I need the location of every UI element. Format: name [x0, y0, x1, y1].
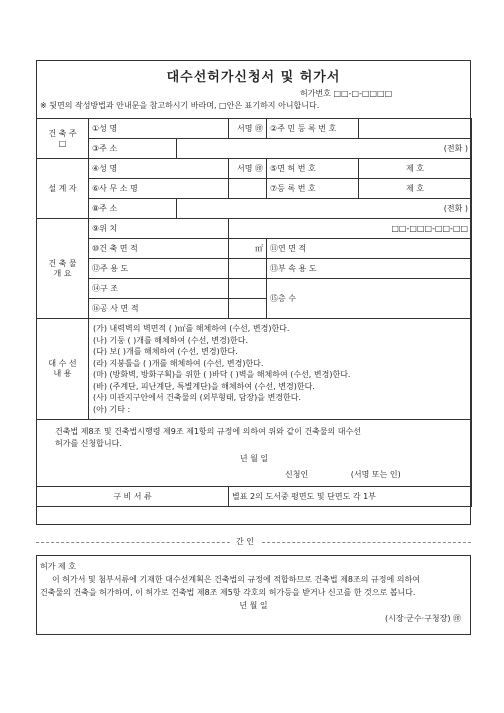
structure-field[interactable] [229, 279, 267, 299]
form-title: 대수선허가신청서 및 허가서 [166, 70, 341, 85]
section-owner-box: □ [58, 138, 67, 148]
designer-license-label: ⑤면 허 번 호 [267, 159, 359, 179]
section-owner [37, 119, 89, 159]
permit-number-boxes: □□-□-□□□□ [333, 89, 393, 98]
main-use-field[interactable] [229, 259, 267, 279]
statement-line-2: 허가를 신청합니다. [55, 438, 122, 448]
designer-phone: (전화 ) [443, 203, 469, 213]
sub-use-label: ⑬부 속 용 도 [267, 259, 472, 279]
form-notice: ※ 뒷면의 작성방법과 안내문을 참고하시기 바라며, □안은 표기하지 아니합니다. [40, 101, 320, 110]
section-designer: 설 계 자 [37, 159, 89, 219]
docs-value: 별표 2의 도서중 평면도 및 단면도 각 1부 [229, 487, 472, 507]
main-use-label: ⑫주 용 도 [89, 259, 229, 279]
repair-item[interactable]: (바) (주계단, 피난계단, 특별계단)을 해체하여 (수선, 변경)한다. [93, 381, 315, 391]
section-repair [37, 319, 89, 420]
permit-text-1: 이 허가서 및 첨부서류에 기재한 대수선계획은 건축법의 규정에 적합하므로 건축법 제8조의 규정에 의하여 [52, 575, 420, 584]
section-owner-label: 건 축 주 [48, 128, 77, 138]
designer-address-label: ⑧주 소 [89, 199, 177, 219]
designer-office-label: ⑥사 무 소 명 [89, 179, 229, 199]
application-table [36, 118, 472, 507]
section-building-label2: 개 요 [53, 268, 72, 278]
building-area-label: ⑩건 축 면 적 [89, 239, 229, 259]
permit-text-2: 건축물의 건축을 허가하며, 이 허가로 건축법 제8조 제5항 각호의 허가등을 받거나 신고를 한 것으로 봅니다. [40, 588, 416, 597]
designer-reg-label: ⑦등 록 번 호 [267, 179, 359, 199]
building-area-field[interactable]: ㎡ [229, 239, 267, 259]
permit-date: 년 월 일 [239, 601, 268, 610]
work-area-label: ⑯공 사 면 적 [89, 299, 229, 319]
building-location-label: ⑨위 치 [89, 219, 229, 239]
designer-address-field[interactable] [177, 199, 472, 219]
permit-number-label: 허가번호 [300, 89, 331, 98]
section-docs: 구 비 서 류 [37, 487, 229, 507]
application-statement [37, 420, 472, 487]
owner-address-label: ③주 소 [89, 139, 177, 159]
structure-label: ⑭구 조 [89, 279, 229, 299]
owner-phone: (전화 ) [443, 143, 469, 153]
applicant-sign[interactable]: (서명 또는 인) [350, 469, 401, 479]
repair-item[interactable]: (가) 내력벽의 벽면적 ( )㎡를 해체하여 (수선, 변경)한다. [93, 324, 290, 333]
repair-item[interactable]: (다) 보( )개를 해체하여 (수선, 변경)한다. [93, 347, 238, 356]
owner-rrn-field[interactable] [359, 119, 472, 139]
section-building [37, 219, 89, 319]
total-area-label: ⑪연 면 적 [267, 239, 472, 259]
repair-item[interactable]: (나) 기둥 ( )개를 해체하여 (수선, 변경)한다. [93, 335, 248, 345]
applicant-label: 신청인 [285, 469, 309, 479]
owner-name-label: ①성 명 [89, 119, 229, 139]
section-repair-label2: 내 용 [53, 369, 72, 378]
permit-authority: (시장·군수·구청장) ㊞ [385, 614, 461, 623]
work-area-field[interactable] [229, 299, 267, 319]
section-repair-label: 대 수 선 [48, 359, 77, 368]
floors-label: ⑮층 수 [267, 279, 472, 319]
designer-name-label: ④성 명 [89, 159, 229, 179]
application-date[interactable]: 년 월 일 [239, 454, 269, 463]
repair-items [89, 319, 472, 420]
owner-sign[interactable]: 서명 ㊞ [229, 119, 267, 139]
owner-address-field[interactable] [177, 139, 472, 159]
building-location-field[interactable]: □□-□□□-□□-□□ [229, 219, 472, 239]
section-building-label: 건 축 물 [48, 258, 77, 268]
designer-office-field[interactable] [229, 179, 267, 199]
statement-line-1: 건축법 제8조 및 건축법시행령 제9조 제1항의 규정에 의하여 위와 같이 건축물의 대수선 [55, 427, 361, 436]
repair-item[interactable]: (마) (방화벽, 방화구획)을 위한 ( )바닥 ( )벽을 해체하여 (수선, 변경)한다. [93, 370, 351, 379]
applicant-row [55, 469, 453, 481]
repair-item[interactable]: (라) 지붕틀을 ( )개를 해체하여 (수선, 변경)한다. [93, 358, 264, 368]
permit-number-row [300, 88, 392, 99]
permit-section [36, 555, 471, 635]
designer-license-field[interactable]: 제 호 [359, 159, 472, 179]
permit-line: 허가 제 호 [40, 562, 76, 571]
repair-item[interactable]: (아) 기타 : [93, 404, 131, 414]
owner-rrn-label: ②주 민 등 록 번 호 [267, 119, 359, 139]
cut-label: 간 인 [230, 536, 260, 547]
repair-item[interactable]: (사) 미관지구안에서 건축물의 (외부형태, 담장)을 변경한다. [93, 393, 302, 402]
designer-reg-field[interactable]: 제 호 [359, 179, 472, 199]
designer-sign[interactable]: 서명 ㊞ [229, 159, 267, 179]
